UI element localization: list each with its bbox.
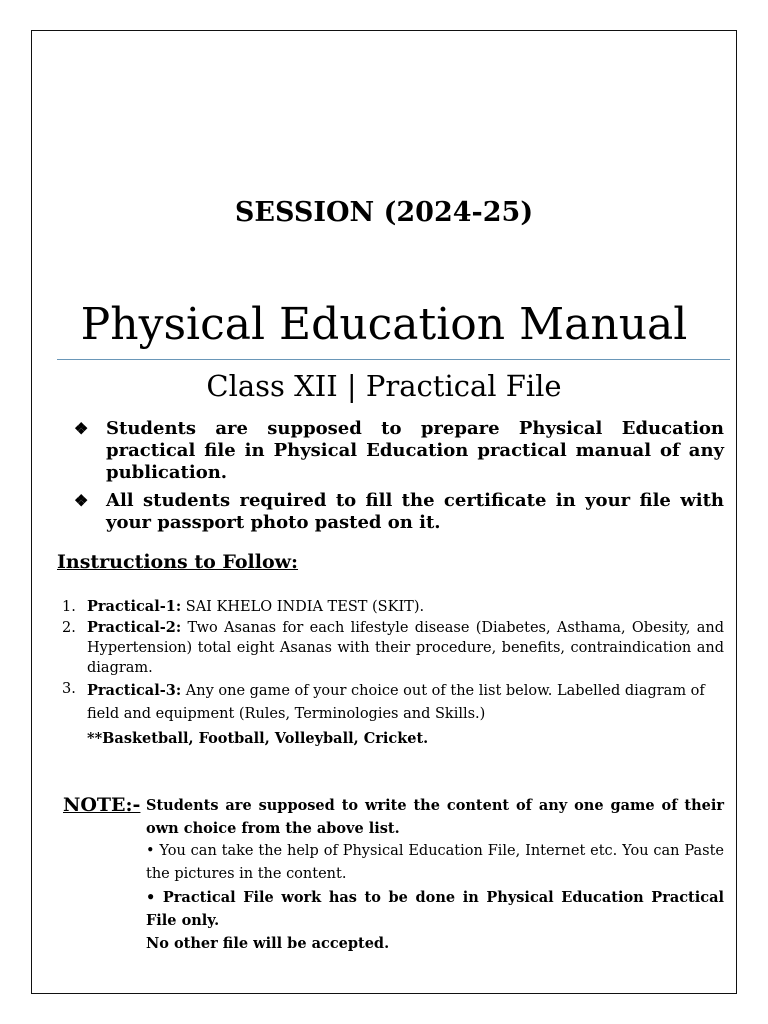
note-line: No other file will be accepted.	[146, 935, 390, 952]
practical-text: Any one game of your choice out of the list below. Labelled diagram of field and equipment (Rules, Terminologies and Skills.)	[87, 683, 705, 722]
bullet-list	[74, 418, 724, 540]
practical-label: Practical-3:	[87, 682, 182, 699]
note-section	[63, 794, 724, 955]
note-body	[146, 794, 724, 955]
list-item	[62, 618, 724, 678]
title-divider	[57, 359, 730, 360]
list-item	[62, 679, 724, 726]
note-line: Students are supposed to write the content of any one game of their own choice from the above list.	[146, 797, 724, 837]
bullet-item	[74, 418, 724, 484]
list-item	[62, 597, 724, 617]
practical-text: Two Asanas for each lifestyle disease (Diabetes, Asthama, Obesity, and Hypertension) total eight Asanas with their procedure, benefits, contraindication and diagram.	[87, 620, 724, 676]
practical-label: Practical-2:	[87, 619, 182, 636]
list-body	[87, 597, 724, 617]
list-number: 3.	[62, 681, 76, 697]
note-line: • Practical File work has to be done in Physical Education Practical File only.	[146, 889, 724, 929]
practical-label: Practical-1:	[87, 598, 182, 615]
diamond-bullet-icon: ❖	[74, 491, 89, 510]
list-number: 2.	[62, 620, 76, 636]
games-list: **Basketball, Football, Volleyball, Cricket.	[87, 730, 429, 747]
bullet-item	[74, 490, 724, 534]
session-heading: SESSION (2024-25)	[234, 197, 534, 228]
note-line: • You can take the help of Physical Education File, Internet etc. You can Paste the pictures in the content.	[146, 843, 724, 882]
note-label: NOTE:-	[63, 794, 141, 816]
bullet-text: All students required to fill the certificate in your file with your passport photo pasted on it.	[106, 490, 724, 533]
list-body	[87, 679, 724, 726]
list-body	[87, 618, 724, 678]
bullet-text: Students are supposed to prepare Physical Education practical file in Physical Education practical manual of any publication.	[106, 418, 724, 483]
practical-text: SAI KHELO INDIA TEST (SKIT).	[181, 599, 425, 615]
page-title: Physical Education Manual	[80, 299, 688, 350]
page-subtitle: Class XII | Practical File	[206, 369, 562, 403]
instructions-heading: Instructions to Follow:	[57, 551, 299, 573]
practical-list	[62, 597, 724, 749]
list-number: 1.	[62, 599, 76, 615]
diamond-bullet-icon: ❖	[74, 419, 89, 438]
